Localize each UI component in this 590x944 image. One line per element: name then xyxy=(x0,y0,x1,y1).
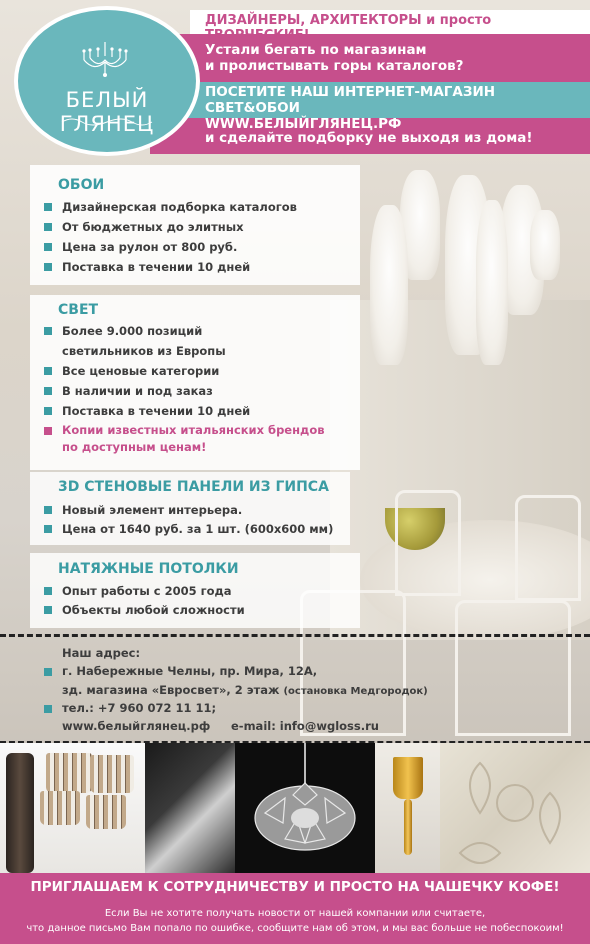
header-cta xyxy=(205,84,590,132)
artichoke-lamp-icon xyxy=(235,743,375,873)
light-item: Все ценовые категории xyxy=(62,364,220,378)
bullet-icon xyxy=(44,263,52,271)
bullet-icon xyxy=(44,506,52,514)
ceilings-item: Объекты любой сложности xyxy=(62,603,245,617)
light-item: светильников из Европы xyxy=(62,344,226,358)
footer-unsubscribe xyxy=(0,906,590,936)
wallpaper-item: Цена за рулон от 800 руб. xyxy=(62,240,238,254)
chandelier-stem xyxy=(6,753,34,873)
bullet-icon xyxy=(44,387,52,395)
ceilings-title: НАТЯЖНЫЕ ПОТОЛКИ xyxy=(58,561,239,577)
chandelier-photo xyxy=(0,743,145,873)
chair xyxy=(395,490,461,596)
bullet-icon xyxy=(44,525,52,533)
header-question-line1: Устали бегать по магазинам xyxy=(205,42,427,58)
address-line xyxy=(62,683,428,697)
address-note: (остановка Медгородок) xyxy=(283,686,428,697)
bullet-icon xyxy=(44,203,52,211)
light-title: СВЕТ xyxy=(58,302,99,318)
address-building: зд. магазина «Евросвет», 2 этаж xyxy=(62,683,280,697)
ceilings-item: Опыт работы с 2005 года xyxy=(62,584,232,598)
wallpaper-item: Поставка в течении 10 дней xyxy=(62,260,251,274)
sconce-shade xyxy=(393,757,423,799)
bullet-icon xyxy=(44,223,52,231)
chair xyxy=(455,600,571,736)
footer-text-line2: что данное письмо Вам попало по ошибке, сообщите нам об этом, и мы вас больше не побеспокоим! xyxy=(26,923,564,934)
header-question-line2: и пролистывать горы каталогов? xyxy=(205,58,464,74)
footer-text-line1: Если Вы не хотите получать новости от нашей компании или считаете, xyxy=(104,908,486,919)
bullet-icon xyxy=(44,407,52,415)
panel-photo xyxy=(145,743,235,873)
site-link[interactable]: www.белыйглянец.рф xyxy=(62,719,211,733)
sconce-photo xyxy=(375,743,440,873)
damask-pattern-icon xyxy=(440,743,590,873)
address-line: г. Набережные Челны, пр. Мира, 12А, xyxy=(62,664,318,678)
light-item: Поставка в течении 10 дней xyxy=(62,404,251,418)
pendant-lamp xyxy=(370,205,408,365)
bullet-icon xyxy=(44,327,52,335)
bullet-icon xyxy=(44,243,52,251)
bullet-icon xyxy=(44,668,52,676)
panels3d-item: Новый элемент интерьера. xyxy=(62,503,243,517)
wallpaper-title: ОБОИ xyxy=(58,177,105,193)
pendant-lamp xyxy=(530,210,560,280)
bullet-icon xyxy=(44,606,52,614)
bullet-icon xyxy=(44,587,52,595)
lamp-shade xyxy=(40,791,80,825)
chair xyxy=(515,495,581,601)
bullet-icon xyxy=(44,367,52,375)
wallpaper-photo xyxy=(440,743,590,873)
address-label: Наш адрес: xyxy=(62,646,141,660)
email-link[interactable]: e-mail: info@wgloss.ru xyxy=(231,719,379,733)
light-highlight: Копии известных итальянских брендов xyxy=(62,423,325,437)
lamp-shade xyxy=(46,753,92,793)
ornament-icon xyxy=(60,116,154,128)
wallpaper-item: Дизайнерская подборка каталогов xyxy=(62,200,297,214)
bullet-icon xyxy=(44,705,52,713)
pendant-photo xyxy=(235,743,375,873)
phone-link[interactable]: тел.: +7 960 072 11 11; xyxy=(62,701,217,715)
footer-title: ПРИГЛАШАЕМ К СОТРУДНИЧЕСТВУ И ПРОСТО НА ЧАШЕЧКУ КОФЕ! xyxy=(30,879,560,895)
light-item: Более 9.000 позиций xyxy=(62,324,203,338)
header-question xyxy=(205,42,585,74)
wallpaper-item: От бюджетных до элитных xyxy=(62,220,244,234)
header-site-link[interactable]: WWW.БЕЛЫЙГЛЯНЕЦ.РФ xyxy=(205,116,402,132)
lamp-shade xyxy=(86,795,126,829)
header-cta-text: ПОСЕТИТЕ НАШ ИНТЕРНЕТ-МАГАЗИН СВЕТ&ОБОИ xyxy=(205,84,496,116)
light-item: В наличии и под заказ xyxy=(62,384,213,398)
light-highlight: по доступным ценам! xyxy=(62,440,207,454)
panels3d-title: 3D СТЕНОВЫЕ ПАНЕЛИ ИЗ ГИПСА xyxy=(58,479,329,495)
sconce-arm xyxy=(404,799,412,855)
panels3d-item: Цена от 1640 руб. за 1 шт. (600x600 мм) xyxy=(62,522,334,536)
dashed-divider xyxy=(0,634,590,637)
bullet-icon xyxy=(44,427,52,435)
pendant-lamp xyxy=(476,200,508,365)
logo-text: БЕЛЫЙ ГЛЯНЕЦ xyxy=(59,88,155,136)
header-subline: и сделайте подборку не выходя из дома! xyxy=(205,130,533,146)
lamp-shade xyxy=(90,755,134,793)
chandelier-icon xyxy=(78,42,132,78)
header-tagline: ДИЗАЙНЕРЫ, АРХИТЕКТОРЫ и просто ТВОРЧЕСКИЕ! xyxy=(205,13,492,43)
